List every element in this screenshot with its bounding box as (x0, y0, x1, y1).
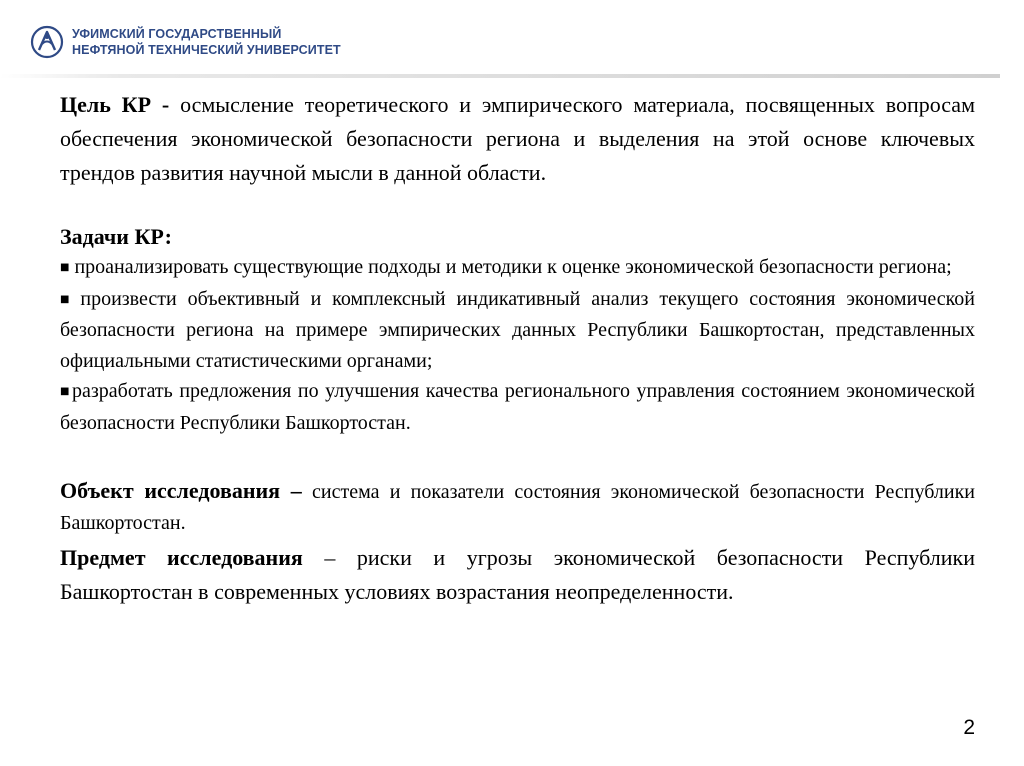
object-text: система и показатели состояния экономической безопасности Республики Башкортостан. (60, 481, 975, 534)
university-name (72, 26, 341, 58)
university-emblem-icon (30, 25, 64, 59)
header-divider (0, 74, 1000, 78)
slide-content (60, 88, 975, 609)
task-text: проанализировать существующие подходы и методики к оценке экономической безопасности региона; (74, 256, 952, 278)
bullet-square-icon: ■ (60, 386, 72, 397)
subject-label: Предмет исследования (60, 545, 303, 570)
subject-paragraph (60, 541, 975, 609)
tasks-heading: Задачи КР: (60, 224, 172, 249)
bullet-square-icon: ■ (60, 293, 76, 305)
task-item (60, 376, 975, 438)
subject-text: – риски и угрозы экономической безопасности Республики Башкортостан в современных условиях возрастания неопределенности. (60, 545, 975, 604)
goal-label: Цель КР - (60, 92, 170, 117)
bullet-square-icon: ■ (60, 262, 70, 273)
task-item (60, 284, 975, 377)
university-name-line2: НЕФТЯНОЙ ТЕХНИЧЕСКИЙ УНИВЕРСИТЕТ (72, 43, 341, 57)
task-item (60, 252, 975, 284)
object-label: Объект исследования – (60, 478, 302, 503)
goal-text: осмысление теоретического и эмпирического материала, посвященных вопросам обеспечения экономической безопасности региона и выделения на этой основе ключевых трендов развития научной мысли в данной области. (60, 92, 975, 185)
task-text: разработать предложения по улучшения качества регионального управления состоянием экономической безопасности Республики Башкортостан. (60, 380, 975, 434)
object-paragraph (60, 476, 975, 538)
slide-header (0, 0, 1024, 86)
university-name-line1: УФИМСКИЙ ГОСУДАРСТВЕННЫЙ (72, 27, 282, 41)
page-number: 2 (963, 716, 975, 739)
goal-paragraph (60, 88, 975, 190)
task-text: произвести объективный и комплексный индикативный анализ текущего состояния экономической безопасности региона на примере эмпирических данных Республики Башкортостан, представленных официальными статистическими органами; (60, 287, 976, 372)
